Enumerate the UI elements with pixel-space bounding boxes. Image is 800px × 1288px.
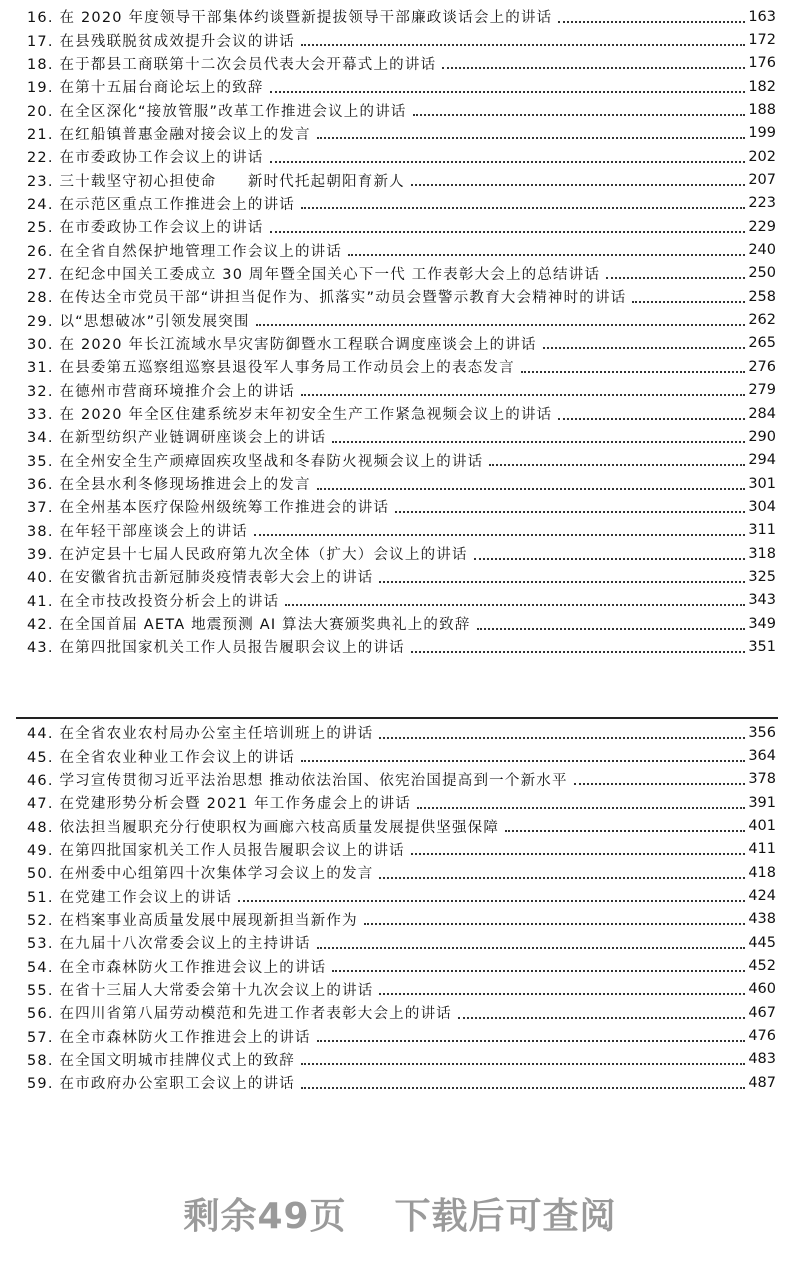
toc-entry-title: 57. 在全市森林防火工作推进会上的讲话 [27,1029,311,1046]
toc-entry-page: 301 [748,475,776,492]
toc-entry[interactable] [27,215,776,238]
dot-leader [254,534,745,536]
toc-entry-page: 290 [748,428,776,445]
toc-entry-title: 54. 在全市森林防火工作推进会议上的讲话 [27,959,327,976]
toc-entry[interactable] [27,542,776,565]
dot-leader [348,254,745,256]
dot-leader [413,114,746,116]
dot-leader [558,21,745,23]
toc-entry[interactable] [27,954,776,977]
toc-entry[interactable] [27,285,776,308]
toc-entry-page: 452 [748,958,776,975]
dot-leader [301,207,745,209]
dot-leader [270,231,746,233]
toc-entry-page: 401 [748,818,776,835]
toc-entry[interactable] [27,1024,776,1047]
toc-entry-page: 349 [748,615,776,632]
toc-entry[interactable] [27,838,776,861]
toc-entry-title: 52. 在档案事业高质量发展中展现新担当新作为 [27,912,358,929]
dot-leader [379,993,745,995]
toc-entry-page: 229 [748,218,776,235]
toc-entry-page: 240 [748,242,776,259]
toc-entry-title: 58. 在全国文明城市挂牌仪式上的致辞 [27,1052,295,1069]
dot-leader [411,853,745,855]
toc-entry-title: 50. 在州委中心组第四十次集体学习会议上的发言 [27,866,374,883]
toc-entry-title: 56. 在四川省第八届劳动模范和先进工作者表彰大会上的讲话 [27,1006,452,1023]
toc-entry[interactable] [27,978,776,1001]
toc-entry-title: 37. 在全州基本医疗保险州级统筹工作推进会的讲话 [27,500,390,517]
toc-entry-title: 18. 在于都县工商联第十二次会员代表大会开幕式上的讲话 [27,56,437,73]
dot-leader [505,830,745,832]
toc-entry[interactable] [27,379,776,402]
dot-leader [477,628,746,630]
dot-leader [474,558,746,560]
toc-entry[interactable] [27,1001,776,1024]
toc-entry[interactable] [27,589,776,612]
toc-entry-page: 467 [748,1004,776,1021]
dot-leader [379,877,745,879]
toc-entry-title: 41. 在全市技改投资分析会上的讲话 [27,593,280,610]
toc-entry-page: 476 [748,1028,776,1045]
toc-entry-page: 318 [748,545,776,562]
toc-entry[interactable] [27,744,776,767]
toc-entry[interactable] [27,52,776,75]
toc-entry[interactable] [27,238,776,261]
toc-entry[interactable] [27,1071,776,1094]
toc-entry-title: 22. 在市委政协工作会议上的讲话 [27,150,264,167]
toc-entry[interactable] [27,721,776,744]
dot-leader [317,488,746,490]
dot-leader [411,184,745,186]
toc-entry-title: 19. 在第十五届台商论坛上的致辞 [27,80,264,97]
dot-leader [632,301,745,303]
toc-entry[interactable] [27,449,776,472]
dot-leader [558,418,745,420]
toc-entry-title: 26. 在全省自然保护地管理工作会议上的讲话 [27,243,343,260]
dot-leader [379,581,745,583]
toc-entry-page: 176 [748,55,776,72]
dot-leader [270,91,746,93]
toc-entry-title: 47. 在党建形势分析会暨 2021 年工作务虚会上的讲话 [27,796,412,813]
download-to-view-text: 下载后可查阅 [394,1196,617,1237]
toc-entry-page: 188 [748,102,776,119]
toc-entry-title: 43. 在第四批国家机关工作人员报告履职会议上的讲话 [27,640,405,657]
toc-entry[interactable] [27,565,776,588]
dot-leader [364,923,746,925]
dot-leader [521,371,746,373]
toc-entry[interactable] [27,402,776,425]
toc-entry-page: 460 [748,981,776,998]
toc-entry[interactable] [27,168,776,191]
page-divider [16,717,778,719]
remaining-pages-text: 剩余49页 [183,1196,347,1237]
dot-leader [301,394,745,396]
toc-entry[interactable] [27,145,776,168]
toc-entry-title: 53. 在九届十八次常委会议上的主持讲话 [27,936,311,953]
toc-entry-title: 48. 依法担当履职充分行使职权为画廊六枝高质量发展提供坚强保障 [27,819,500,836]
dot-leader [606,277,745,279]
toc-entry[interactable] [27,122,776,145]
toc-entry[interactable] [27,308,776,331]
dot-leader [489,464,745,466]
toc-entry[interactable] [27,355,776,378]
dot-leader [301,1063,745,1065]
dot-leader [270,161,746,163]
toc-entry-page: 265 [748,335,776,352]
download-prompt[interactable] [0,1188,800,1239]
toc-entry-title: 17. 在县残联脱贫成效提升会议的讲话 [27,33,295,50]
toc-entry-page: 411 [748,841,776,858]
toc-entry-title: 24. 在示范区重点工作推进会上的讲话 [27,196,295,213]
toc-entry[interactable] [27,425,776,448]
toc-entry[interactable] [27,519,776,542]
toc-entry-page: 182 [748,78,776,95]
toc-entry-page: 294 [748,452,776,469]
toc-entry-page: 250 [748,265,776,282]
toc-entry-title: 51. 在党建工作会议上的讲话 [27,889,233,906]
toc-entry[interactable] [27,931,776,954]
toc-entry[interactable] [27,98,776,121]
toc-entry-title: 25. 在市委政协工作会议上的讲话 [27,220,264,237]
toc-entry-page: 284 [748,405,776,422]
toc-entry-page: 262 [748,312,776,329]
toc-list-part2 [27,721,776,1095]
toc-entry[interactable] [27,1048,776,1071]
dot-leader [238,900,745,902]
toc-entry-page: 172 [748,32,776,49]
toc-entry-page: 445 [748,934,776,951]
toc-entry-title: 23. 三十载坚守初心担使命 新时代托起朝阳育新人 [27,173,405,190]
toc-entry[interactable] [27,861,776,884]
dot-leader [301,1087,745,1089]
toc-entry-page: 351 [748,638,776,655]
toc-entry-title: 46. 学习宣传贯彻习近平法治思想 推动依法治国、依宪治国提高到一个新水平 [27,772,568,789]
toc-entry-page: 279 [748,382,776,399]
dot-leader [317,137,746,139]
toc-entry-title: 28. 在传达全市党员干部“讲担当促作为、抓落实”动员会暨警示教育大会精神时的讲话 [27,290,627,307]
dot-leader [574,783,746,785]
toc-list-part1 [27,5,776,659]
toc-entry-page: 325 [748,568,776,585]
toc-entry-title: 38. 在年轻干部座谈会上的讲话 [27,523,248,540]
toc-entry-title: 55. 在省十三届人大常委会第十九次会议上的讲话 [27,982,374,999]
dot-leader [332,970,745,972]
toc-entry-page: 163 [748,8,776,25]
dot-leader [417,807,745,809]
toc-entry-page: 418 [748,864,776,881]
toc-entry[interactable] [27,472,776,495]
toc-entry-title: 42. 在全国首届 AETA 地震预测 AI 算法大赛颁奖典礼上的致辞 [27,617,471,634]
toc-entry-title: 49. 在第四批国家机关工作人员报告履职会议上的讲话 [27,842,405,859]
toc-entry-page: 424 [748,888,776,905]
toc-entry-page: 487 [748,1074,776,1091]
dot-leader [301,760,745,762]
toc-entry-page: 343 [748,592,776,609]
dot-leader [395,511,745,513]
dot-leader [317,947,746,949]
dot-leader [317,1040,746,1042]
toc-entry[interactable] [27,332,776,355]
toc-entry-page: 483 [748,1051,776,1068]
toc-entry[interactable] [27,612,776,635]
toc-entry-title: 16. 在 2020 年度领导干部集体约谈暨新提拔领导干部廉政谈话会上的讲话 [27,10,553,27]
toc-entry-page: 356 [748,724,776,741]
dot-leader [285,604,745,606]
toc-entry-page: 258 [748,288,776,305]
dot-leader [301,44,745,46]
toc-entry-page: 304 [748,498,776,515]
toc-entry-title: 39. 在泸定县十七届人民政府第九次全体（扩大）会议上的讲话 [27,547,468,564]
toc-entry-page: 438 [748,911,776,928]
toc-entry[interactable] [27,192,776,215]
toc-entry-title: 31. 在县委第五巡察组巡察县退役军人事务局工作动员会上的表态发言 [27,360,515,377]
toc-entry-page: 223 [748,195,776,212]
toc-entry[interactable] [27,884,776,907]
toc-entry-page: 199 [748,125,776,142]
dot-leader [411,651,745,653]
dot-leader [543,347,746,349]
toc-entry[interactable] [27,791,776,814]
dot-leader [256,324,746,326]
toc-entry-title: 59. 在市政府办公室职工会议上的讲话 [27,1076,295,1093]
toc-entry-page: 364 [748,748,776,765]
toc-entry-title: 40. 在安徽省抗击新冠肺炎疫情表彰大会上的讲话 [27,570,374,587]
toc-entry[interactable] [27,28,776,51]
toc-entry-title: 34. 在新型纺织产业链调研座谈会上的讲话 [27,430,327,447]
toc-entry-page: 202 [748,148,776,165]
toc-entry[interactable] [27,262,776,285]
toc-entry-title: 44. 在全省农业农村局办公室主任培训班上的讲话 [27,726,374,743]
toc-entry[interactable] [27,908,776,931]
toc-entry-title: 36. 在全县水利冬修现场推进会上的发言 [27,477,311,494]
toc-entry[interactable] [27,635,776,658]
dot-leader [332,441,745,443]
toc-entry[interactable] [27,768,776,791]
toc-entry-title: 27. 在纪念中国关工委成立 30 周年暨全国关心下一代 工作表彰大会上的总结讲话 [27,266,601,283]
toc-entry-page: 311 [748,522,776,539]
dot-leader [442,67,745,69]
toc-entry-page: 276 [748,358,776,375]
toc-entry-title: 29. 以“思想破冰”引领发展突围 [27,313,250,330]
toc-entry-title: 30. 在 2020 年长江流域水旱灾害防御暨水工程联合调度座谈会上的讲话 [27,336,537,353]
toc-entry-title: 20. 在全区深化“接放管服”改革工作推进会议上的讲话 [27,103,407,120]
toc-entry-title: 45. 在全省农业种业工作会议上的讲话 [27,749,295,766]
toc-entry-title: 32. 在德州市营商环境推介会上的讲话 [27,383,295,400]
toc-entry-title: 35. 在全州安全生产顽瘴固疾攻坚战和冬春防火视频会议上的讲话 [27,453,484,470]
toc-entry-page: 378 [748,771,776,788]
toc-entry-title: 21. 在红船镇普惠金融对接会议上的发言 [27,126,311,143]
dot-leader [379,737,745,739]
toc-entry[interactable] [27,5,776,28]
dot-leader [458,1017,745,1019]
toc-entry-page: 207 [748,172,776,189]
toc-entry[interactable] [27,495,776,518]
toc-entry[interactable] [27,814,776,837]
toc-entry-title: 33. 在 2020 年全区住建系统岁末年初安全生产工作紧急视频会议上的讲话 [27,407,553,424]
toc-entry[interactable] [27,75,776,98]
toc-entry-page: 391 [748,794,776,811]
